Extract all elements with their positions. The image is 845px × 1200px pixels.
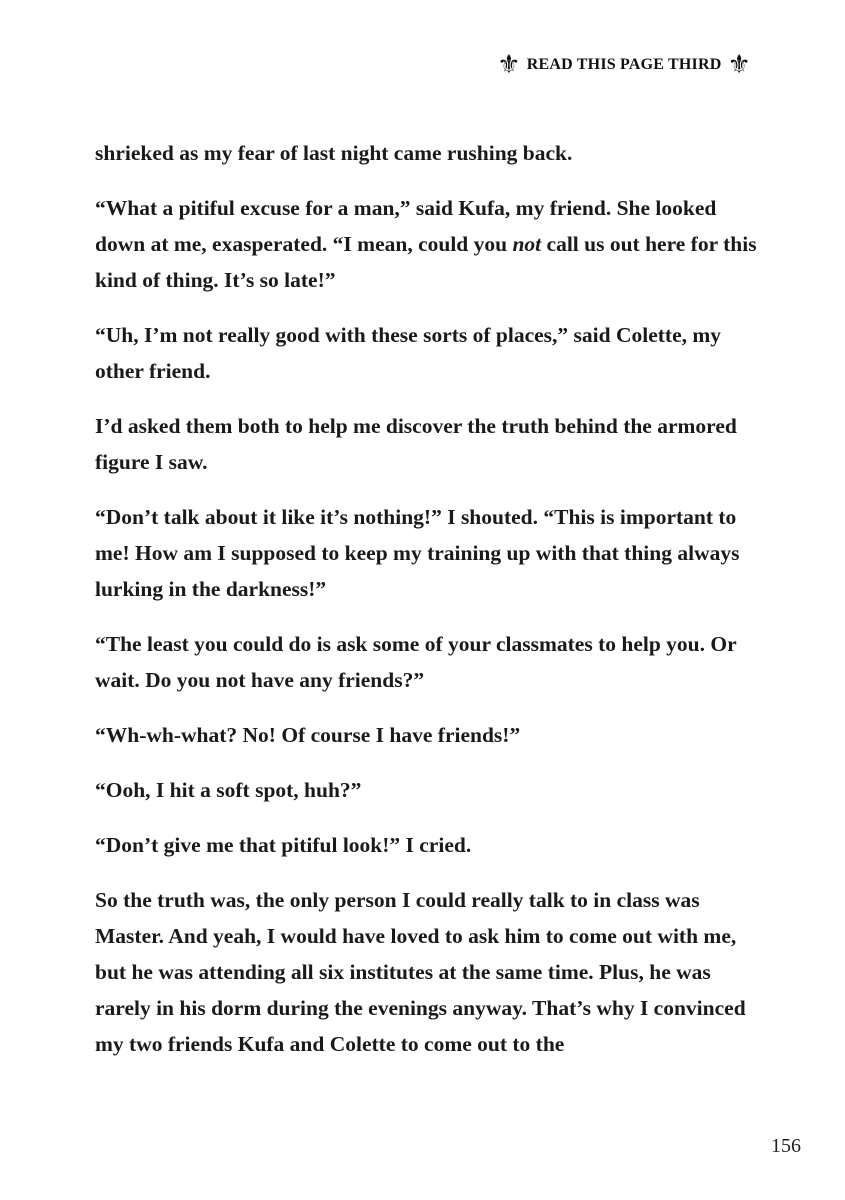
paragraph: shrieked as my fear of last night came rushing back. [95,141,573,165]
paragraph: “Don’t talk about it like it’s nothing!” I shouted. “This is important to me! How am I supposed to keep my training up with that thing always lurking in the darkness!” [95,505,740,601]
paragraph: “Uh, I’m not really good with these sorts of places,” said Colette, my other friend. [95,323,722,383]
running-header [497,52,751,78]
fleur-de-lis-icon: ⚜ [727,50,751,79]
paragraph: “Don’t give me that pitiful look!” I cried. [95,833,472,857]
body-text [95,135,760,1081]
paragraph-text: “What a pitiful excuse for a man,” said Kufa, my friend. She looked down at me, exasperated. “I mean, could you [95,196,717,256]
paragraph: I’d asked them both to help me discover the truth behind the armored figure I saw. [95,414,737,474]
paragraph: “The least you could do is ask some of your classmates to help you. Or wait. Do you not have any friends?” [95,632,737,692]
emphasis-text: not [512,232,542,256]
paragraph: “Ooh, I hit a soft spot, huh?” [95,778,362,802]
running-header-title: READ THIS PAGE THIRD [526,56,722,73]
fleur-de-lis-icon: ⚜ [497,50,521,79]
paragraph-text: call us out here for this kind of thing. It’s so late!” [95,232,757,292]
paragraph [95,190,760,298]
page-number: 156 [771,1135,801,1157]
paragraph: So the truth was, the only person I could really talk to in class was Master. And yeah, I would have loved to ask him to come out with me, but he was attending all six institutes at the same time. Plus, he was rarely in his dorm during the evenings anyway. That’s why I convinced my two friends Kufa and Colette to come out to the [95,888,746,1056]
paragraph: “Wh-wh-what? No! Of course I have friends!” [95,723,521,747]
